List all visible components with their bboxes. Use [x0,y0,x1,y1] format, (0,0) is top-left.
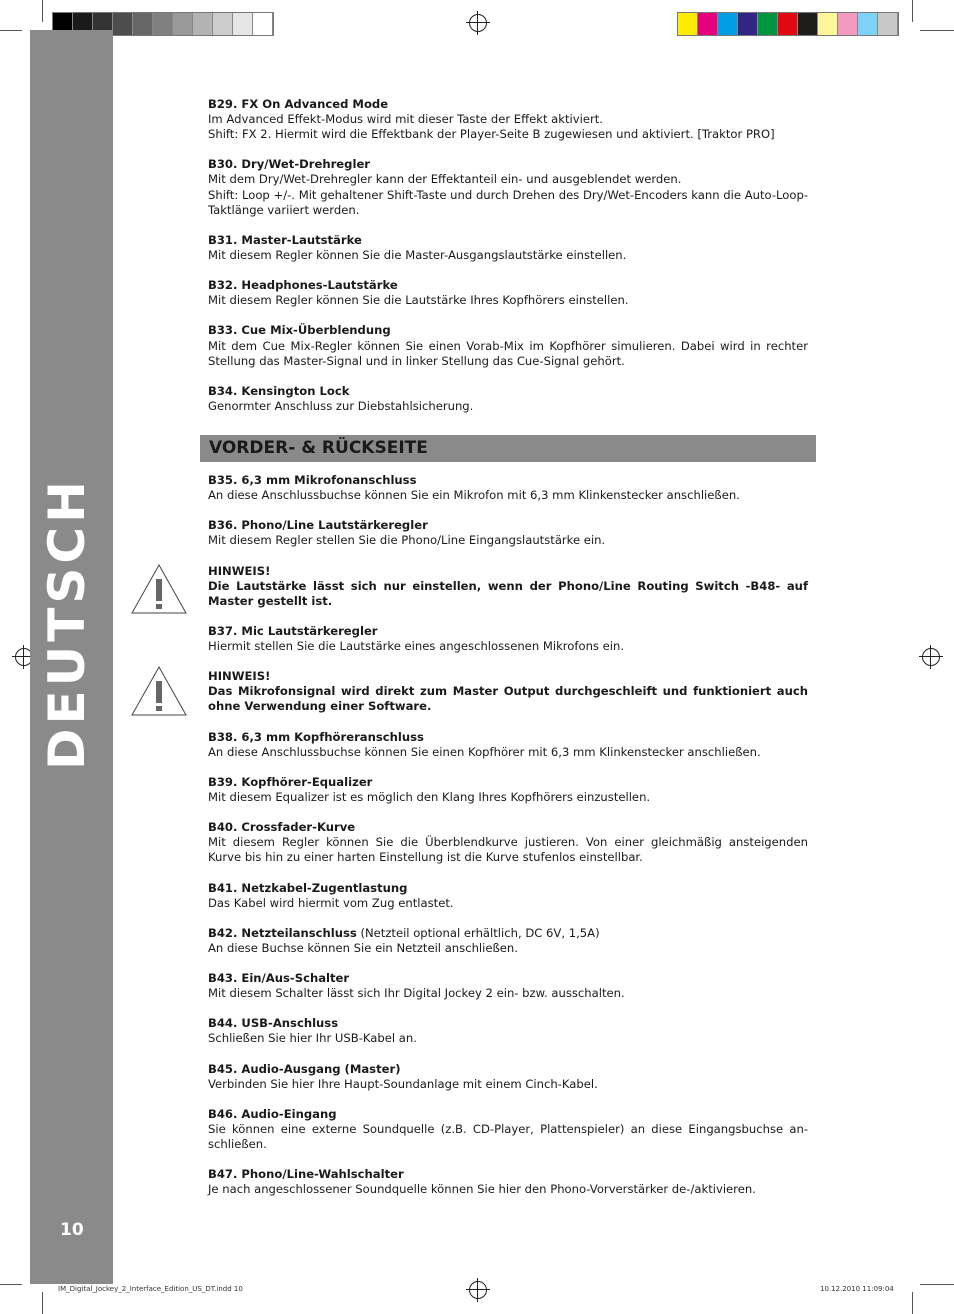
entry-text: Shift: FX 2. Hiermit wird die Effektbank der Player-Seite B zugewiesen und aktiviert. [Traktor PRO] [208,127,775,142]
crop-mark [0,1284,22,1285]
color-swatch [113,13,133,35]
entry-text: An diese Anschlussbuchse können Sie ein Mikrofon mit 6,3 mm Klinkenstecker anschließen. [208,488,740,503]
entry-title: B44. USB-Anschluss [208,1016,339,1031]
color-swatch [818,13,838,35]
entry-entries-6 [208,775,808,805]
entry-entries-12 [208,1062,808,1092]
color-swatch [838,13,858,35]
footer-filename: IM_Digital_Jockey_2_Interface_Edition_US_DT.indd 10 [58,1285,243,1293]
entry-entries-5 [208,730,808,760]
entry-text: Mit diesem Regler können Sie die Lautstärke Ihres Kopfhörers einstellen. [208,293,629,308]
entry-title: B35. 6,3 mm Mikrofonanschluss [208,473,417,487]
crop-mark [0,30,22,31]
entry-top_entries-4 [208,323,808,368]
sidebar-language-title: DEUTSCH [38,477,96,770]
entry-title: B31. Master-Lautstärke [208,232,362,247]
entry-top_entries-0 [208,97,808,142]
entry-text: An diese Buchse können Sie ein Netzteil anschließen. [208,940,518,955]
section-heading: VORDER- & RÜCKSEITE [209,438,428,458]
entry-top_entries-5 [208,384,808,414]
color-swatch [778,13,798,35]
entry-text: An diese Anschlussbuchse können Sie einen Kopfhörer mit 6,3 mm Klinkenstecker anschließen. [208,744,761,759]
entry-entries-8 [208,881,808,911]
crop-mark [920,1284,954,1285]
crop-mark [912,1292,913,1314]
entry-entries-14 [208,1167,808,1197]
color-swatch [153,13,173,35]
entry-text: Genormter Anschluss zur Diebstahlsicherung. [208,398,474,413]
color-swatch [253,13,273,35]
entry-top_entries-2 [208,233,808,263]
entry-title: HINWEIS! [208,563,271,578]
entry-text: Shift: Loop +/-. Mit gehaltener Shift-Taste und durch Drehen des Dry/Wet-Encoders kann die Auto-Loop-Taktlänge variiert werden. [208,187,808,217]
color-swatch [758,13,778,35]
entry-text: Im Advanced Effekt-Modus wird mit dieser Taste der Effekt aktiviert. [208,112,603,127]
entry-entries-0 [208,473,808,503]
page-number: 10 [60,1220,84,1240]
entry-title: B39. Kopfhörer-Equalizer [208,774,373,789]
entry-title: B34. Kensington Lock [208,383,350,398]
entry-title: B29. FX On Advanced Mode [208,97,389,111]
entry-text: Hiermit stellen Sie die Lautstärke eines angeschlossenen Mikrofons ein. [208,639,625,654]
color-swatch [738,13,758,35]
entry-entries-7 [208,820,808,865]
crop-mark [42,1292,43,1314]
crop-mark [42,0,43,22]
entry-entries-2 [208,564,808,609]
entry-title: B47. Phono/Line-Wahlschalter [208,1167,404,1182]
entry-title: B36. Phono/Line Lautstärkeregler [208,518,428,533]
top-entries [208,97,808,429]
entry-title: B42. Netzteilanschluss [208,925,357,940]
entry-text: Mit diesem Equalizer ist es möglich den Klang Ihres Kopfhörers einzustellen. [208,789,651,804]
color-swatch [678,13,698,35]
color-swatch [878,13,898,35]
color-swatch [718,13,738,35]
entry-entries-10 [208,971,808,1001]
color-swatch [193,13,213,35]
crop-mark [912,0,913,22]
color-swatch [798,13,818,35]
entry-title: B30. Dry/Wet-Drehregler [208,157,371,172]
entry-entries-11 [208,1016,808,1046]
color-swatch [173,13,193,35]
color-swatch [213,13,233,35]
color-bar [677,12,899,36]
entry-title: B33. Cue Mix-Überblendung [208,323,391,338]
entry-text: Mit diesem Regler können Sie die Master-Ausgangslautstärke einstellen. [208,247,627,262]
color-swatch [858,13,878,35]
entry-text: Mit diesem Schalter lässt sich Ihr Digital Jockey 2 ein- bzw. ausschalten. [208,986,625,1001]
section-heading-bar [200,435,816,462]
warning-icon [130,665,188,717]
entry-text: Mit dem Dry/Wet-Drehregler kann der Effektanteil ein- und ausgeblendet werden. [208,172,682,187]
entry-entries-4 [208,669,808,714]
entry-title: HINWEIS! [208,669,271,684]
entry-text: Mit diesem Regler können Sie die Überblendkurve justieren. Von einer gleichmäßig ansteigenden Kurve bis hin zu einer harten Einstellung ist die Kurve stufenlos einstellbar. [208,835,808,865]
entry-text: Mit dem Cue Mix-Regler können Sie einen Vorab-Mix im Kopfhörer simulieren. Dabei wird in rechter Stellung das Master-Signal und in linker Stellung das Cue-Signal gehört. [208,338,808,368]
entry-entries-9 [208,926,808,956]
entry-entries-13 [208,1107,808,1152]
entry-text: Das Mikrofonsignal wird direkt zum Master Output durchgeschleift und funktioniert auch ohne Verwendung einer Software. [208,684,808,714]
color-swatch [133,13,153,35]
entry-text: Sie können eine externe Soundquelle (z.B. CD-Player, Plattenspieler) an diese Eingangsbuchse an-schließen. [208,1122,808,1152]
color-swatch [233,13,253,35]
warning-icon [130,563,188,615]
entry-title: B45. Audio-Ausgang (Master) [208,1061,401,1076]
entry-text: Verbinden Sie hier Ihre Haupt-Soundanlage mit einem Cinch-Kabel. [208,1076,598,1091]
entry-text: Mit diesem Regler stellen Sie die Phono/Line Eingangslautstärke ein. [208,533,606,548]
entry-title: B46. Audio-Eingang [208,1106,337,1121]
crop-mark [920,30,954,31]
entry-text: Die Lautstärke lässt sich nur einstellen, wenn der Phono/Line Routing Switch -B48- auf Master gestellt ist. [208,578,808,608]
main-entries [208,473,808,1213]
entry-entries-1 [208,518,808,548]
entry-top_entries-3 [208,278,808,308]
entry-title: B40. Crossfader-Kurve [208,820,356,835]
entry-entries-3 [208,624,808,654]
entry-text: Das Kabel wird hiermit vom Zug entlastet. [208,895,454,910]
entry-title: B38. 6,3 mm Kopfhöreranschluss [208,729,424,744]
footer-timestamp: 10.12.2010 11:09:04 [820,1285,894,1293]
registration-mark-icon [469,1281,487,1299]
entry-title: B41. Netzkabel-Zugentlastung [208,880,408,895]
registration-mark-icon [922,648,940,666]
entry-title: B43. Ein/Aus-Schalter [208,971,350,986]
registration-mark-icon [469,14,487,32]
entry-title: B32. Headphones-Lautstärke [208,278,398,293]
color-swatch [698,13,718,35]
entry-title: B37. Mic Lautstärkeregler [208,623,378,638]
entry-title-note: (Netzteil optional erhältlich, DC 6V, 1,5A) [356,925,600,940]
entry-top_entries-1 [208,157,808,217]
entry-text: Je nach angeschlossener Soundquelle können Sie hier den Phono-Vorverstärker de-/aktivieren. [208,1182,756,1197]
entry-text: Schließen Sie hier Ihr USB-Kabel an. [208,1031,417,1046]
